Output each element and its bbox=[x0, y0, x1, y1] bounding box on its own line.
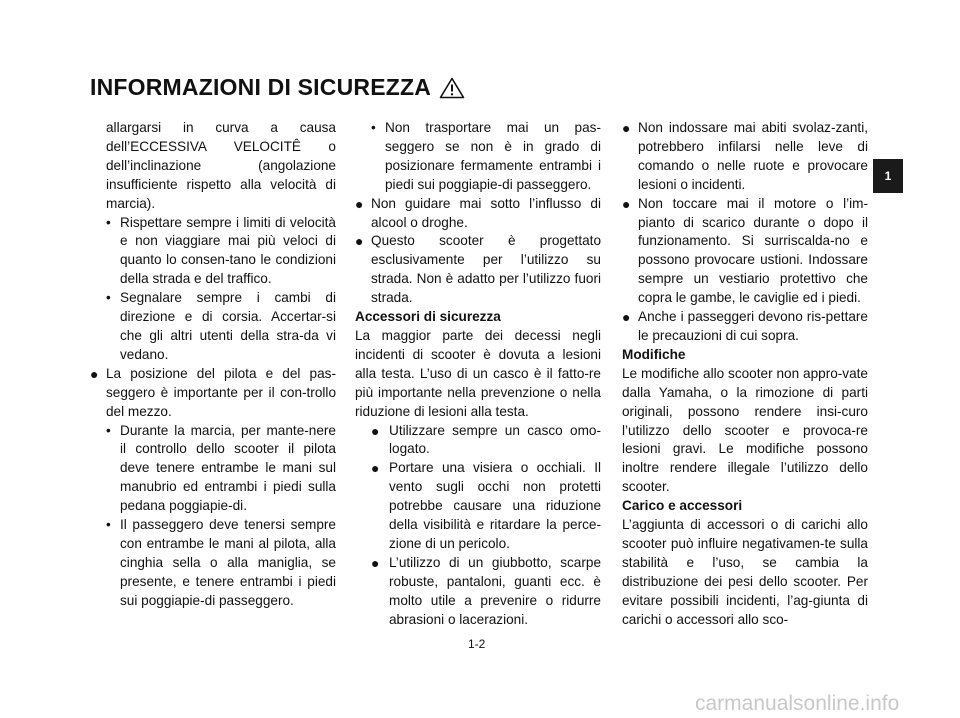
section-heading: Carico e accessori bbox=[622, 498, 743, 514]
bullet-text: Anche i passeggeri devono ris-pettare le precauzioni di cui sopra. bbox=[638, 309, 868, 343]
sub-bullet-marker: • bbox=[106, 214, 111, 230]
bullet-item bbox=[355, 554, 601, 630]
bullet-text: Portare una visiera o occhiali. Il vento sugli occhi non protetti potrebbe causare una riduzione della visibilità e ritardare la perce-zione di un pericolo. bbox=[389, 460, 601, 551]
page-title-text: INFORMAZIONI DI SICUREZZA bbox=[90, 74, 432, 100]
bullet-item bbox=[622, 308, 868, 346]
warning-icon bbox=[439, 77, 465, 99]
sub-bullet-marker: • bbox=[371, 120, 376, 135]
sub-bullet-marker: • bbox=[106, 290, 111, 306]
column-1 bbox=[90, 119, 336, 611]
sub-bullet-item bbox=[90, 289, 336, 365]
sub-bullet-item bbox=[90, 214, 336, 290]
bullet-item bbox=[90, 365, 336, 422]
sub-bullet-text: Segnalare sempre i cambi di direzione e di corsia. Accertar-si che gli altri utenti della stra-da vi vedano. bbox=[120, 290, 336, 362]
paragraph: L’aggiunta di accessori o di carichi allo scooter può influire negativamen-te sulla stabilità e l’uso, se cambia la distribuzione dei pesi dello scooter. Per evitare possibili incidenti, l’ag-giunta di carichi o accessori allo sco- bbox=[622, 517, 868, 627]
bullet-marker: ● bbox=[622, 195, 631, 212]
bullet-text: Non guidare mai sotto l’influsso di alcool o droghe. bbox=[371, 195, 601, 230]
bullet-marker: ● bbox=[90, 365, 99, 382]
bullet-text: Non toccare mai il motore o l’im-pianto di scarico durante o dopo il funzionamento. Si surriscalda-no e possono provocare ustioni. Indossare sempre un vestiario protettivo che copra le gambe, le caviglie ed i piedi. bbox=[638, 195, 868, 306]
sub-bullet-marker: • bbox=[106, 517, 111, 533]
bullet-item bbox=[355, 459, 601, 554]
sub-bullet-text: Non trasportare mai un pas-seggero se non è in grado di posizionare fermamente entrambi i piedi sui poggiapie-di passeggero. bbox=[385, 120, 601, 192]
bullet-marker: ● bbox=[371, 460, 380, 477]
sub-bullet-item bbox=[90, 422, 336, 517]
page-title bbox=[90, 74, 465, 101]
bullet-text: Non indossare mai abiti svolaz-zanti, potrebbero infilarsi nelle leve di comando o nelle ruote e provocare lesioni o incidenti. bbox=[638, 120, 868, 192]
column-3 bbox=[622, 119, 868, 629]
bullet-marker: ● bbox=[622, 309, 631, 326]
bullet-item bbox=[355, 422, 601, 460]
bullet-marker: ● bbox=[371, 422, 380, 439]
bullet-item bbox=[622, 195, 868, 308]
paragraph: Le modifiche allo scooter non appro-vate dalla Yamaha, o la rimozione di parti originali, possono rendere insi-curo l’utilizzo dello scooter e provoca-re lesioni gravi. Le modifiche possono inoltre rendere illegale l’utilizzo dello scooter. bbox=[622, 365, 868, 495]
sub-bullet-text: Durante la marcia, per mante-nere il controllo dello scooter il pilota deve tenere entrambe le mani sul manubrio ed entrambi i piedi sulla pedana poggiapie-di. bbox=[120, 422, 336, 514]
page-number: 1-2 bbox=[468, 637, 486, 651]
sub-bullet-marker: • bbox=[106, 422, 111, 438]
chapter-tab: 1 bbox=[873, 159, 903, 193]
sub-bullet-item bbox=[355, 119, 601, 195]
paragraph: allargarsi in curva a causa dell’ECCESSIVA VELOCITÊ o dell’inclinazione (angolazione insufficiente rispetto alla velocità di marcia). bbox=[106, 120, 336, 211]
bullet-text: L’utilizzo di un giubbotto, scarpe robuste, pantaloni, guanti ecc. è molto utile a prevenire o ridurre abrasioni o lacerazioni. bbox=[389, 554, 601, 627]
bullet-item bbox=[355, 232, 601, 308]
paragraph: La maggior parte dei decessi negli incidenti di scooter è dovuta a lesioni alla testa. L’uso di un casco è il fatto-re più importante nella prevenzione o nella riduzione di lesioni alla testa. bbox=[355, 327, 601, 419]
column-2 bbox=[355, 119, 601, 629]
bullet-text: Questo scooter è progettato esclusivamente per l’utilizzo su strada. Non è adatto per l’utilizzo fuori strada. bbox=[371, 233, 601, 306]
bullet-marker: ● bbox=[622, 120, 631, 136]
bullet-item bbox=[622, 119, 868, 195]
section-heading: Accessori di sicurezza bbox=[355, 309, 501, 325]
bullet-text: Utilizzare sempre un casco omo-logato. bbox=[389, 422, 601, 457]
bullet-marker: ● bbox=[355, 195, 364, 212]
sub-bullet-item bbox=[90, 516, 336, 611]
bullet-text: La posizione del pilota e del pas-seggero è importante per il con-trollo del mezzo. bbox=[106, 365, 336, 419]
sub-bullet-text: Il passeggero deve tenersi sempre con entrambe le mani al pilota, alla cinghia sella o alla maniglia, se presente, e tenere entrambi i piedi sui poggiapie-di passeggero. bbox=[120, 517, 336, 608]
bullet-marker: ● bbox=[355, 233, 364, 250]
watermark: carmanualsonline.info bbox=[695, 692, 900, 715]
bullet-marker: ● bbox=[371, 554, 380, 571]
section-heading: Modifiche bbox=[622, 346, 686, 362]
bullet-item bbox=[355, 195, 601, 233]
sub-bullet-text: Rispettare sempre i limiti di velocità e non viaggiare mai più veloci di quanto lo consen-tano le condizioni della strada e del traffico. bbox=[120, 214, 336, 287]
